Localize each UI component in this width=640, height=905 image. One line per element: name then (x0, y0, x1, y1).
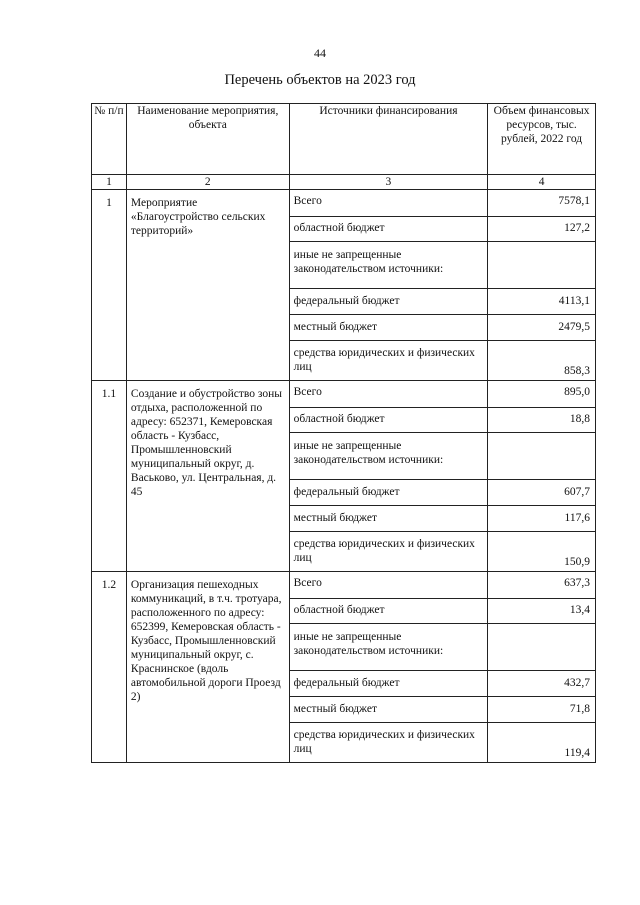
amount-value: 71,8 (488, 697, 596, 723)
amount-value: 858,3 (488, 341, 596, 381)
source-label: федеральный бюджет (289, 289, 488, 315)
source-label: Всего (289, 381, 488, 408)
column-number: 3 (289, 175, 488, 190)
document-title: Перечень объектов на 2023 год (224, 72, 416, 88)
amount-value: 432,7 (488, 671, 596, 697)
object-number: 1.1 (92, 381, 127, 572)
source-label: средства юридических и физических лиц (289, 723, 488, 763)
object-name: Организация пешеходных коммуникаций, в т.ч. тротуара, расположенного по адресу: 652399, Кемеровская область - Кузбасс, Промышленновский муниципальный округ, с. Краснинское (вдоль автомобильной дороги Проезд 2) (126, 572, 289, 763)
header-name: Наименование мероприятия, объекта (126, 104, 289, 175)
column-number-row (92, 175, 596, 190)
header-sources: Источники финансирования (289, 104, 488, 175)
amount-value: 117,6 (488, 506, 596, 532)
page-number: 44 (314, 46, 326, 60)
source-label: федеральный бюджет (289, 671, 488, 697)
amount-value: 2479,5 (488, 315, 596, 341)
amount-value: 4113,1 (488, 289, 596, 315)
column-number: 2 (126, 175, 289, 190)
column-number: 1 (92, 175, 127, 190)
source-label: областной бюджет (289, 217, 488, 242)
amount-value: 895,0 (488, 381, 596, 408)
source-label: федеральный бюджет (289, 480, 488, 506)
table-row (92, 190, 596, 217)
source-label: местный бюджет (289, 506, 488, 532)
table-row (92, 381, 596, 408)
header-number: № п/п (92, 104, 127, 175)
source-label: областной бюджет (289, 408, 488, 433)
table-header-row (92, 104, 596, 175)
object-number: 1.2 (92, 572, 127, 763)
object-number: 1 (92, 190, 127, 381)
object-name: Мероприятие «Благоустройство сельских территорий» (126, 190, 289, 381)
amount-value: 13,4 (488, 599, 596, 624)
amount-value: 607,7 (488, 480, 596, 506)
source-label: Всего (289, 190, 488, 217)
amount-value: 7578,1 (488, 190, 596, 217)
financing-table (91, 103, 596, 763)
header-amount: Объем финансовых ресурсов, тыс. рублей, 2022 год (488, 104, 596, 175)
amount-value: 127,2 (488, 217, 596, 242)
source-label: иные не запрещенные законодательством источники: (289, 433, 488, 480)
amount-value: 637,3 (488, 572, 596, 599)
source-label: средства юридических и физических лиц (289, 341, 488, 381)
amount-value (488, 242, 596, 289)
source-label: Всего (289, 572, 488, 599)
source-label: средства юридических и физических лиц (289, 532, 488, 572)
source-label: иные не запрещенные законодательством источники: (289, 624, 488, 671)
source-label: местный бюджет (289, 315, 488, 341)
source-label: иные не запрещенные законодательством источники: (289, 242, 488, 289)
amount-value: 150,9 (488, 532, 596, 572)
amount-value (488, 433, 596, 480)
source-label: областной бюджет (289, 599, 488, 624)
source-label: местный бюджет (289, 697, 488, 723)
table-row (92, 572, 596, 599)
amount-value: 18,8 (488, 408, 596, 433)
object-name: Создание и обустройство зоны отдыха, расположенной по адресу: 652371, Кемеровская область - Кузбасс, Промышленновский муниципальный округ, д. Васьково, ул. Центральная, д. 45 (126, 381, 289, 572)
column-number: 4 (488, 175, 596, 190)
amount-value (488, 624, 596, 671)
amount-value: 119,4 (488, 723, 596, 763)
